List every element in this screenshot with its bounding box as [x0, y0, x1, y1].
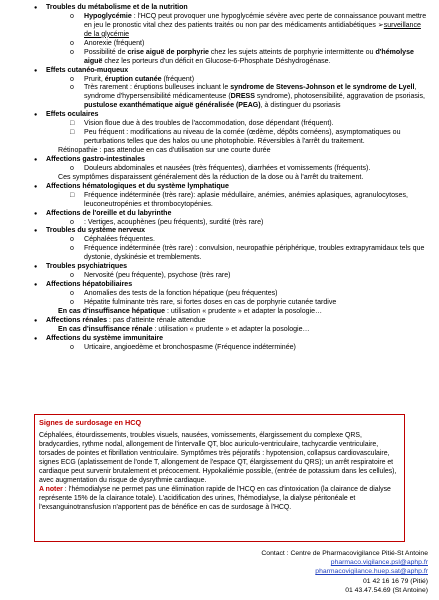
sub-list — [46, 219, 430, 228]
section-title: ● Affections hépatobiliaires — [46, 281, 133, 289]
arrow-icon: ➢ — [377, 21, 384, 29]
section-note: Ces symptômes disparaissent généralement dès la réduction de la dose ou à l'arrêt du traitement. — [58, 173, 364, 181]
sub-list — [46, 236, 430, 263]
note-text: : utilisation « prudente » et adapter la posologie… — [165, 307, 323, 315]
item-text: chez les sujets atteints de porphyrie intermittente ou — [208, 48, 376, 56]
list-item — [70, 40, 430, 49]
term-rash: éruption cutanée — [104, 75, 162, 83]
list-item — [70, 76, 430, 85]
section-title: ● Troubles du métabolisme et de la nutrition — [46, 4, 188, 11]
overdose-title: Signes de surdosage en HCQ — [39, 418, 142, 427]
section-note: Rétinopathie : pas attendue en cas d'utilisation sur une courte durée — [58, 147, 271, 154]
overdose-box — [34, 414, 405, 542]
list-item — [70, 49, 430, 67]
list-item — [70, 13, 430, 40]
list-item — [70, 84, 430, 111]
section-ear — [34, 210, 430, 228]
sub-list — [46, 165, 430, 174]
list-item: □ Peu fréquent : modifications au niveau de la cornée (œdème, dépôts cornéens), asymptomatiques ou perturbations telles que des halos ou une photophobie. Réversibles à l'arrêt du traitement. — [70, 129, 430, 147]
item-text: Anorexie (fréquent) — [84, 39, 145, 47]
list-item: o : Vertiges, acouphènes (peu fréquents), surdité (très rare) — [70, 219, 430, 228]
list-item: o Anomalies des tests de la fonction hépatique (peu fréquentes) — [70, 290, 430, 299]
item-text: , à distinguer du psoriasis — [260, 102, 341, 110]
section-title: ● Affections de l'oreille et du labyrinthe — [46, 209, 172, 217]
phone-pitie: 01 42 16 16 79 (Pitié) — [363, 577, 428, 585]
item-text: chez les porteurs d'un déficit en Glucose-6-Phosphate Déshydrogénase. — [102, 57, 331, 65]
section-cutaneous — [34, 67, 430, 112]
sub-list — [46, 13, 430, 67]
note-label: En cas d'insuffisance rénale — [58, 325, 153, 333]
note-label: En cas d'insuffisance hépatique — [58, 307, 166, 315]
section-hepatobiliary — [34, 281, 430, 317]
section-title-line — [46, 317, 430, 326]
section-gastro — [34, 156, 430, 183]
sub-list — [46, 344, 430, 353]
section-hematologic — [34, 183, 430, 210]
list-item: o Hépatite fulminante très rare, si fortes doses en cas de porphyrie cutanée tardive — [70, 299, 430, 308]
term-sjs-lyell: syndrome de Stevens-Johnson et le syndrome de Lyell — [230, 84, 415, 92]
term-porphyria: crise aiguë de porphyrie — [127, 48, 209, 56]
section-renal — [34, 317, 430, 335]
item-text: Prurit, — [84, 75, 105, 83]
section-psychiatric — [34, 263, 430, 281]
list-item: o Fréquence indéterminée (très rare) : convulsion, neuropathie périphérique, troubles extrapyramidaux tels que dystonie, dyskinésie et tremblements. — [70, 245, 430, 263]
section-title: ● Effets oculaires — [46, 111, 99, 119]
sub-list — [46, 272, 430, 281]
section-metabolism — [34, 4, 430, 67]
contact-block — [261, 549, 428, 595]
section-title: ● Affections du système immunitaire — [46, 334, 164, 342]
list-item: o Douleurs abdominales et nausées (très fréquentes), diarrhées et vomissements (fréquents). — [70, 165, 430, 174]
section-title: Affections rénales — [46, 316, 108, 324]
contact-title: Contact : Centre de Pharmacovigilance Pitié-St Antoine — [261, 550, 428, 557]
glycemia-monitoring-note: surveillance de la glycémie — [84, 21, 421, 38]
section-title: ● Affections hématologiques et du système lymphatique — [46, 182, 229, 190]
list-item: o Céphalées fréquentes. — [70, 236, 430, 245]
item-text: : l'HCQ peut provoquer une hypoglycémie sévère avec perte de connaissance pouvant mettre en jeu le pronostic vital chez des patients traités ou non par des médicaments antidiabétiques — [84, 12, 427, 29]
section-immune — [34, 335, 430, 353]
note-label: A noter — [39, 485, 63, 493]
overdose-note — [39, 485, 400, 512]
item-text: Très rarement : éruptions bulleuses incluant le — [84, 84, 231, 92]
item-text: syndrome), photosensibilité, aggravation de psoriasis, — [254, 93, 425, 101]
list-item: o Nervosité (peu fréquente), psychose (très rare) — [70, 272, 430, 281]
overdose-signs-text: Céphalées, étourdissements, troubles visuels, nausées, vomissements, élargissement du complexe QRS, bradycardies, rythme nodal, allongement de l'intervalle QT, bloc auriculo-ventriculaire, tachycardie ventriculaire, torsades de pointes et fibrillation ventriculaire. Symptômes très péjoratifs : hypotension, collapsus cardiovasculaire, signes ECG (aplatissement de l'onde T, allongement de l'espace QT, élargissement du QRS); un arrêt respiratoire et cardiaque peut survenir brutalement et précocement. Hypokaliémie possible, (entrée de potassium dans les cellules), avec augmentation du risque de dysrythmie cardiaque. — [39, 431, 397, 484]
sub-list — [46, 290, 430, 308]
section-ocular — [34, 111, 430, 156]
adverse-effects-list — [34, 4, 430, 353]
phone-st-antoine: 01 43.47.54.69 (St Antoine) — [345, 586, 428, 594]
sub-list — [46, 192, 430, 210]
note-text: : utilisation « prudente » et adapter la posologie… — [152, 325, 310, 333]
section-title: ● Troubles du système nerveux — [46, 227, 146, 235]
term-dress: DRESS — [230, 93, 255, 101]
item-text: , syndrome d'hypersensibilité médicamenteuse ( — [84, 84, 417, 101]
email-link-psl[interactable]: pharmaco.vigilance.psl@aphp.fr — [330, 559, 428, 567]
item-text: (fréquent) — [161, 75, 195, 83]
section-title: ● Effets cutanéo-muqueux — [46, 66, 129, 74]
section-note — [46, 308, 430, 317]
list-item: □ Vision floue due à des troubles de l'accommodation, dose dépendant (fréquent). — [70, 120, 430, 129]
section-title-rest: : pas d'atteinte rénale attendue — [107, 316, 206, 324]
section-note — [46, 326, 430, 335]
item-text: Possibilité de — [84, 48, 128, 56]
email-link-sat[interactable]: pharmacovigilance.huep.sat@aphp.fr — [315, 568, 428, 576]
list-item: □ Fréquence indéterminée (très rare): aplasie médullaire, anémies, anémies aplasiques, agranulocytoses, leuconeutropénies et thrombocytopénies. — [70, 192, 430, 210]
sub-list — [46, 76, 430, 112]
section-title: ● Affections gastro-intestinales — [46, 155, 146, 163]
term-hemolysis: d'hémolyse aiguë — [84, 48, 414, 65]
term-peag: pustulose exanthématique aiguë généralisée (PEAG) — [84, 102, 261, 110]
sub-list — [46, 120, 430, 147]
section-title: ● Troubles psychiatriques — [46, 263, 128, 271]
list-item: o Urticaire, angioedème et bronchospasme (Fréquence indéterminée) — [70, 344, 430, 353]
note-text: : l'hémodialyse ne permet pas une élimination rapide de l'HCQ en cas d'intoxication (la clairance de dialyse représente 15% de la clairance totale). L'acidification des urines, l'hémodialyse, la dialyse péritonéale et l'exsanguinotransfusion n'apportent pas de bénéfice en cas de surdosage à l'HCQ. — [39, 485, 391, 511]
term-hypoglycemie: Hypoglycémie — [84, 12, 132, 20]
section-nervous — [34, 227, 430, 263]
